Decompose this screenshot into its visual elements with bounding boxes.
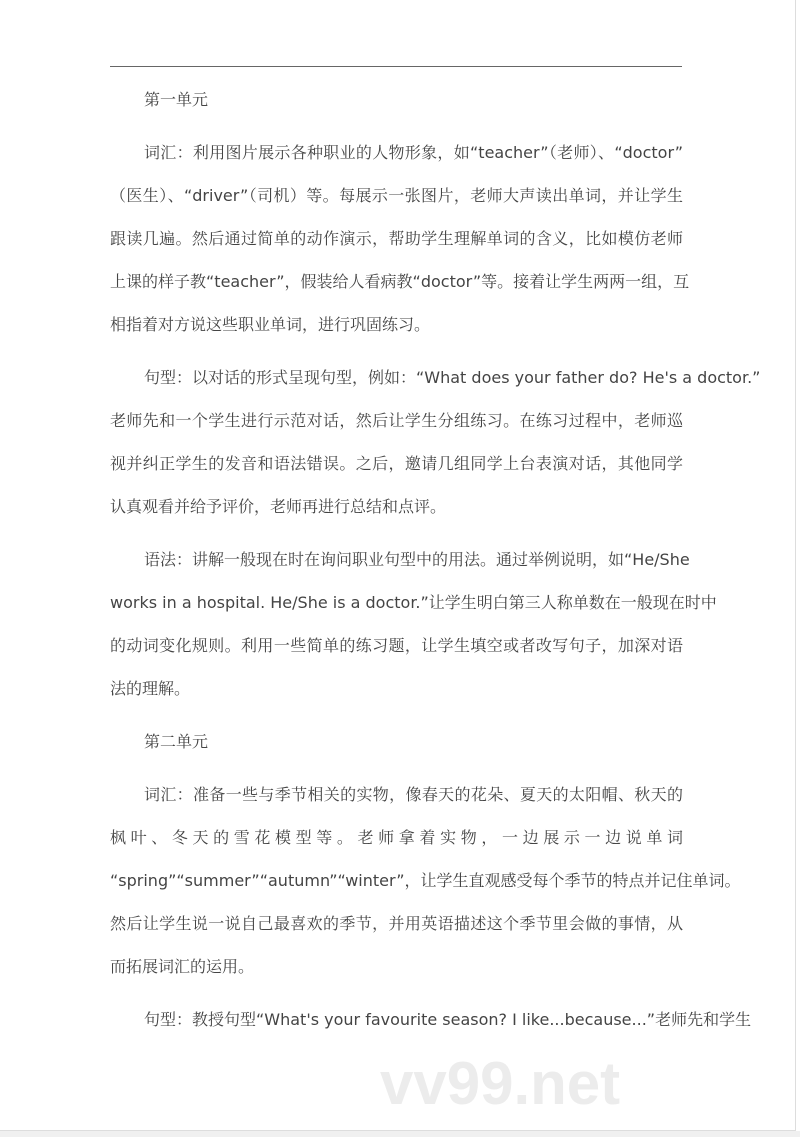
text-line: 相指着对方说这些职业单词，进行巩固练习。 [110,315,431,334]
section-heading: 第二单元 [144,732,209,751]
text-line: works in a hospital. He/She is a doctor.”让学生明白第三人称单数在一般现在时中 [110,593,717,612]
text-line: 法的理解。 [110,679,191,698]
paragraph [110,538,717,710]
text-line: 句型：以对话的形式呈现句型，例如：“What does your father do? He's a doctor.” [144,368,761,387]
text-line: 语法：讲解一般现在时在询问职业句型中的用法。通过举例说明，如“He/She [144,550,690,569]
paragraph [110,773,741,988]
text-line: （医生）、“driver”（司机）等。每展示一张图片，老师大声读出单词，并让学生 [110,186,683,205]
text-line: 上课的样子教“teacher”，假装给人看病教“doctor”等。接着让学生两两一组，互 [110,272,690,291]
text-line: 词汇：准备一些与季节相关的实物，像春天的花朵、夏天的太阳帽、秋天的 [144,785,683,804]
page-gap [0,1131,800,1137]
text-line: “spring”“summer”“autumn”“winter”，让学生直观感受每个季节的特点并记住单词。 [110,871,741,890]
text-line: 然后让学生说一说自己最喜欢的季节，并用英语描述这个季节里会做的事情，从 [110,914,683,933]
paragraph [110,356,761,528]
text-line: 而拓展词汇的运用。 [110,957,255,976]
document-body [110,78,761,1051]
header-rule [110,66,682,67]
text-line: 的动词变化规则。利用一些简单的练习题，让学生填空或者改写句子，加深对语 [110,636,683,655]
section-heading: 第一单元 [144,90,209,109]
text-line: 枫叶、冬天的雪花模型等。老师拿着实物，一边展示一边说单词 [110,828,683,847]
text-line: 句型：教授句型“What's your favourite season? I like...because...”老师先和学生 [144,1010,752,1029]
watermark: vv99.net [380,1050,621,1117]
text-line: 词汇：利用图片展示各种职业的人物形象，如“teacher”（老师）、“doctor” [144,143,683,162]
text-line: 跟读几遍。然后通过简单的动作演示，帮助学生理解单词的含义，比如模仿老师 [110,229,683,248]
paragraph [110,131,690,346]
paragraph [110,998,752,1041]
text-line: 视并纠正学生的发音和语法错误。之后，邀请几组同学上台表演对话，其他同学 [110,454,683,473]
text-line: 老师先和一个学生进行示范对话，然后让学生分组练习。在练习过程中，老师巡 [110,411,683,430]
text-line: 认真观看并给予评价，老师再进行总结和点评。 [110,497,447,516]
